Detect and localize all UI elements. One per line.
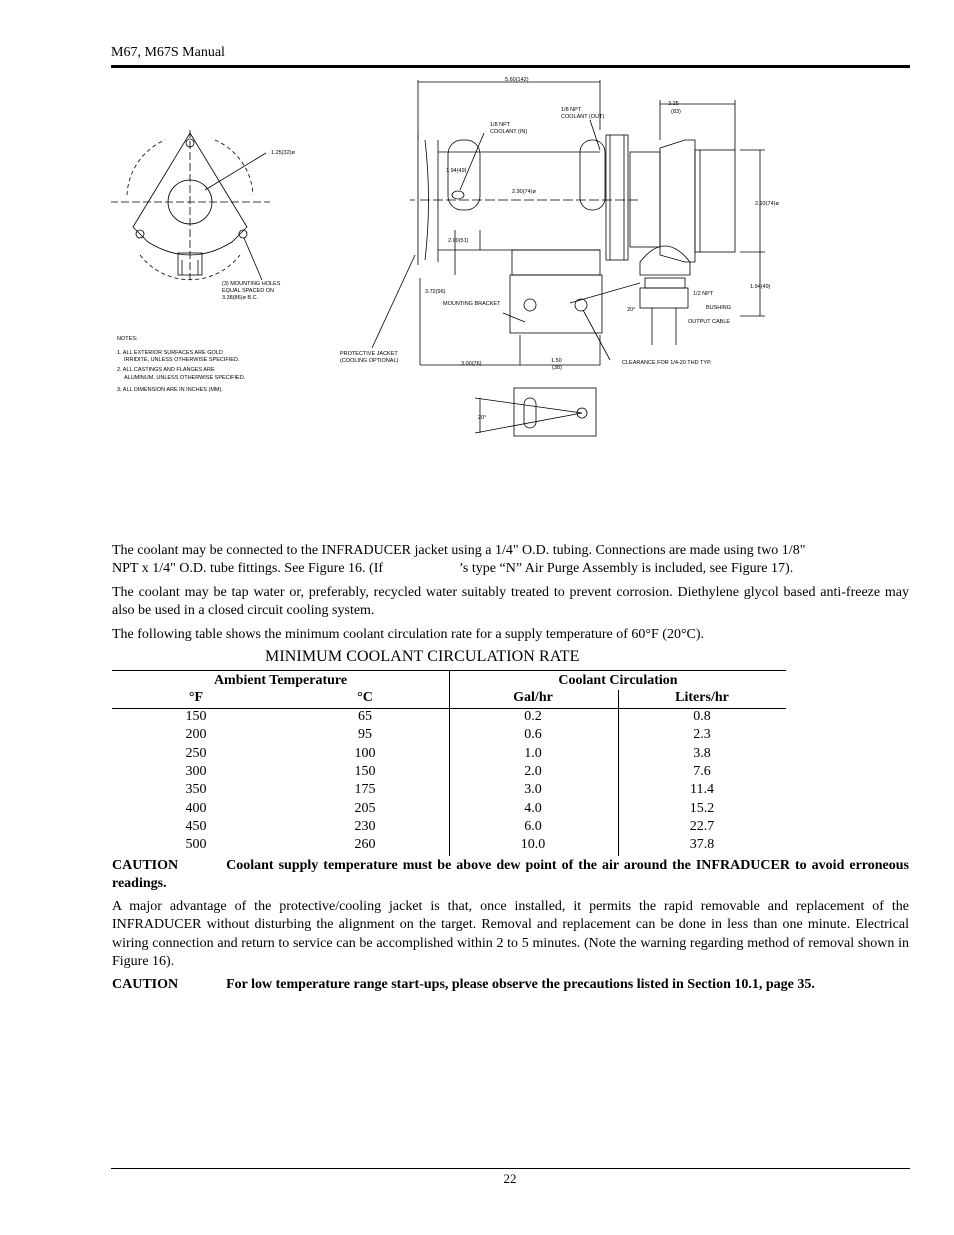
caution-startup <box>112 976 909 994</box>
table-row <box>0 746 954 764</box>
svg-text:IRRIDITE, UNLESS OTHERWISE SPE: IRRIDITE, UNLESS OTHERWISE SPECIFIED. <box>124 357 240 363</box>
table-row <box>0 709 954 727</box>
svg-text:2.93(74)ø: 2.93(74)ø <box>755 201 779 207</box>
dimension-drawing <box>111 70 801 470</box>
cell-liters: 7.6 <box>693 763 711 779</box>
caution-dew-point <box>112 857 909 894</box>
col-header-c: °C <box>357 690 373 705</box>
cell-gal: 1.0 <box>524 745 542 761</box>
table-row <box>0 764 954 782</box>
table-row <box>0 819 954 837</box>
cell-c: 175 <box>354 782 376 798</box>
svg-text:(COOLING OPTIONAL): (COOLING OPTIONAL) <box>340 358 399 364</box>
svg-text:OUTPUT CABLE: OUTPUT CABLE <box>688 319 731 325</box>
svg-text:BUSHING: BUSHING <box>706 305 732 311</box>
svg-text:1/8 NPT: 1/8 NPT <box>561 107 582 113</box>
svg-text:3.72(96): 3.72(96) <box>425 289 446 295</box>
svg-text:5.60(142): 5.60(142) <box>505 77 529 83</box>
cell-gal: 2.0 <box>524 763 542 779</box>
svg-text:ALUMINUM, UNLESS OTHERWISE SPE: ALUMINUM, UNLESS OTHERWISE SPECIFIED. <box>124 375 246 381</box>
caution-label: CAUTION <box>112 977 179 992</box>
paragraph-coolant-type: The coolant may be tap water or, preferably, recycled water suitably treated to prevent corrosion. Diethylene glycol based anti-freeze may also be used in a closed circuit cooling system. <box>112 585 909 619</box>
svg-text:COOLANT (IN): COOLANT (IN) <box>490 129 528 135</box>
footer-rule <box>111 1168 910 1169</box>
cell-f: 250 <box>185 745 207 761</box>
svg-text:1.94(49): 1.94(49) <box>446 168 467 174</box>
cell-c: 95 <box>358 727 372 743</box>
paragraph-table-intro: The following table shows the minimum coolant circulation rate for a supply temperature of 60°F (20°C). <box>112 627 705 642</box>
svg-text:1.94(49): 1.94(49) <box>750 284 771 290</box>
cell-gal: 0.6 <box>524 727 542 743</box>
svg-text:NOTES:: NOTES: <box>117 336 138 342</box>
svg-text:3.25: 3.25 <box>668 101 679 107</box>
svg-text:MOUNTING BRACKET: MOUNTING BRACKET <box>443 301 501 307</box>
page-number: 22 <box>503 1171 517 1186</box>
table-group-ambient: Ambient Temperature <box>213 673 348 688</box>
svg-text:COOLANT (OUT): COOLANT (OUT) <box>561 114 605 120</box>
svg-text:EQUAL SPACED ON: EQUAL SPACED ON <box>222 288 274 294</box>
svg-text:CLEARANCE FOR 1/4-20 THD TYP.: CLEARANCE FOR 1/4-20 THD TYP. <box>622 360 712 366</box>
paragraph-jacket-advantage: A major advantage of the protective/cooling jacket is that, once installed, it permits the rapid removable and replacement of the INFRADUCER without disturbing the alignment on the target. Removal and replacement can be done in less than one minute. Electrical wiring connection and return to service can be accomplished within 2 to 5 minutes. (Note the warning regarding method of removal shown in Figure 16). <box>112 899 909 970</box>
caution-label: CAUTION <box>112 858 179 873</box>
cell-c: 205 <box>354 800 376 816</box>
svg-text:2. ALL CASTINGS AND FLANGES AR: 2. ALL CASTINGS AND FLANGES ARE <box>117 367 215 373</box>
svg-text:2.90(74)ø: 2.90(74)ø <box>512 189 536 195</box>
table-body <box>0 709 954 859</box>
table-row <box>0 801 954 819</box>
table-row <box>0 782 954 800</box>
page-header: M67, M67S Manual <box>111 45 225 60</box>
table-title: MINIMUM COOLANT CIRCULATION RATE <box>265 648 580 665</box>
cell-gal: 3.0 <box>524 782 542 798</box>
svg-text:3. ALL DIMENSION ARE IN INCHES: 3. ALL DIMENSION ARE IN INCHES (MM). <box>117 387 223 393</box>
cell-gal: 0.2 <box>524 709 542 724</box>
svg-text:PROTECTIVE JACKET: PROTECTIVE JACKET <box>340 351 398 357</box>
cell-f: 150 <box>185 709 207 724</box>
caution-text: For low temperature range start-ups, please observe the precautions listed in Section 10.1, page 35. <box>226 977 815 992</box>
cell-c: 100 <box>354 745 376 761</box>
cell-gal: 10.0 <box>520 837 546 853</box>
cell-gal: 4.0 <box>524 800 542 816</box>
svg-text:1.50: 1.50 <box>551 358 562 364</box>
cell-gal: 6.0 <box>524 818 542 834</box>
cell-liters: 11.4 <box>690 782 714 798</box>
svg-text:1/8 NPT: 1/8 NPT <box>490 122 511 128</box>
cell-f: 300 <box>185 763 207 779</box>
cell-liters: 37.8 <box>689 837 715 853</box>
svg-text:3.00(76): 3.00(76) <box>461 361 482 367</box>
cell-liters: 2.3 <box>693 727 711 743</box>
cell-f: 500 <box>185 837 207 853</box>
col-header-f: °F <box>188 690 204 705</box>
cell-liters: 15.2 <box>689 800 715 816</box>
caution-text: Coolant supply temperature must be above dew point of the air around the INFRADUCER to avoid erroneous readings. <box>112 858 909 892</box>
cell-c: 65 <box>358 709 372 724</box>
cell-liters: 3.8 <box>693 745 711 761</box>
svg-text:(83): (83) <box>671 109 681 115</box>
svg-text:1/2 NPT: 1/2 NPT <box>693 291 714 297</box>
cell-liters: 0.8 <box>693 709 711 724</box>
cell-f: 400 <box>185 800 207 816</box>
cell-c: 150 <box>354 763 376 779</box>
cell-f: 200 <box>185 727 207 743</box>
cell-c: 230 <box>354 818 376 834</box>
header-rule <box>111 65 910 68</box>
svg-text:20°: 20° <box>478 415 487 421</box>
table-row <box>0 837 954 855</box>
svg-text:2.00(51): 2.00(51) <box>448 238 469 244</box>
col-header-liters: Liters/hr <box>675 690 729 705</box>
svg-text:20°: 20° <box>627 307 636 313</box>
svg-text:(3) MOUNTING HOLES: (3) MOUNTING HOLES <box>222 281 281 287</box>
cell-f: 450 <box>185 818 207 834</box>
svg-text:(38): (38) <box>552 365 562 371</box>
col-header-gal: Gal/hr <box>513 690 553 705</box>
cell-c: 260 <box>354 837 376 853</box>
svg-text:1.25(32)ø: 1.25(32)ø <box>271 150 295 156</box>
cell-liters: 22.7 <box>689 818 715 834</box>
svg-text:1. ALL EXTERIOR SURFACES ARE G: 1. ALL EXTERIOR SURFACES ARE GOLD <box>117 350 223 356</box>
cell-f: 350 <box>185 782 207 798</box>
table-row <box>0 727 954 745</box>
paragraph-coolant-connection: The coolant may be connected to the INFRADUCER jacket using a 1/4" O.D. tubing. Connections are made using two 1/8" NPT x 1/4" O.D. tube fittings. See Figure 16. (If ’s type “N” Air Purge Assembly is included, see Figure 17). <box>112 543 806 577</box>
svg-text:3.38(86)ø B.C.: 3.38(86)ø B.C. <box>222 295 259 301</box>
table-group-coolant: Coolant Circulation <box>558 673 678 688</box>
